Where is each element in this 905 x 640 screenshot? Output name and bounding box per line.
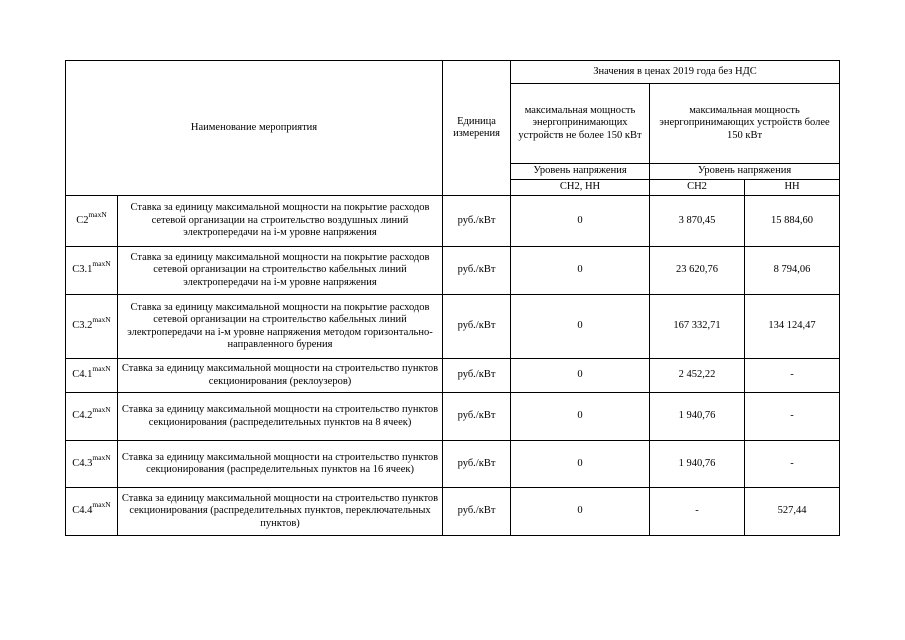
rate-code (66, 393, 118, 441)
table-row (66, 247, 840, 295)
table-row (66, 295, 840, 359)
tariff-table (65, 60, 840, 536)
rate-code-superscript: maxN (92, 405, 111, 415)
table-row (66, 359, 840, 393)
rate-code-label: С4.4 (72, 505, 93, 517)
rate-code-label: С4.3 (72, 457, 93, 469)
unit-column-header: Единица измерения (443, 61, 511, 196)
value-big-nn: - (745, 359, 840, 393)
table-row (66, 441, 840, 488)
rate-code-superscript: maxN (92, 452, 111, 462)
rate-code-superscript: maxN (92, 500, 111, 510)
level-nn-header: НН (745, 180, 840, 196)
rate-code-label: С3.1 (72, 264, 93, 276)
rate-code-label: С4.2 (72, 410, 93, 422)
values-column-header: Значения в ценах 2019 года без НДС (511, 61, 840, 84)
voltage-level-header-big: Уровень напряжения (650, 164, 840, 180)
name-column-header: Наименование мероприятия (66, 61, 443, 196)
rate-description: Ставка за единицу максимальной мощности на строительство пунктов секционирования (распределительных пунктов на 16 ячеек) (118, 441, 443, 488)
rate-code-superscript: maxN (92, 315, 111, 325)
rate-description: Ставка за единицу максимальной мощности на строительство пунктов секционирования (распределительных пунктов, переключательных пунктов) (118, 488, 443, 536)
unit-cell: руб./кВт (443, 196, 511, 247)
level-sn2-header: СН2 (650, 180, 745, 196)
value-big-nn: 8 794,06 (745, 247, 840, 295)
rate-code (66, 359, 118, 393)
value-big-nn: 15 884,60 (745, 196, 840, 247)
value-small-sn2-nn: 0 (511, 393, 650, 441)
rate-description: Ставка за единицу максимальной мощности на покрытие расходов сетевой организации на строительство воздушных линий электропередачи на i-м уровне напряжения (118, 196, 443, 247)
value-big-nn: - (745, 441, 840, 488)
voltage-level-header-small: Уровень напряжения (511, 164, 650, 180)
unit-cell: руб./кВт (443, 441, 511, 488)
value-small-sn2-nn: 0 (511, 441, 650, 488)
unit-cell: руб./кВт (443, 488, 511, 536)
value-big-nn: 527,44 (745, 488, 840, 536)
value-big-nn: 134 124,47 (745, 295, 840, 359)
rate-code-superscript: maxN (88, 209, 107, 219)
value-big-sn2: 1 940,76 (650, 393, 745, 441)
rate-code-superscript: maxN (92, 259, 111, 269)
rate-code-label: С4.1 (72, 369, 93, 381)
unit-cell: руб./кВт (443, 295, 511, 359)
value-small-sn2-nn: 0 (511, 295, 650, 359)
rate-code (66, 196, 118, 247)
unit-cell: руб./кВт (443, 247, 511, 295)
rate-code-label: С2 (76, 214, 89, 226)
unit-cell: руб./кВт (443, 359, 511, 393)
value-big-sn2: 3 870,45 (650, 196, 745, 247)
value-small-sn2-nn: 0 (511, 196, 650, 247)
rate-code (66, 247, 118, 295)
rate-description: Ставка за единицу максимальной мощности на покрытие расходов сетевой организации на строительство кабельных линий электропередачи на i-м уровне напряжения (118, 247, 443, 295)
table-row (66, 196, 840, 247)
value-small-sn2-nn: 0 (511, 359, 650, 393)
rate-code (66, 441, 118, 488)
big-power-header: максимальная мощность энергопринимающих устройств более 150 кВт (650, 84, 840, 164)
value-big-sn2: - (650, 488, 745, 536)
value-big-sn2: 2 452,22 (650, 359, 745, 393)
value-big-nn: - (745, 393, 840, 441)
rate-description: Ставка за единицу максимальной мощности на строительство пунктов секционирования (реклоузеров) (118, 359, 443, 393)
value-big-sn2: 1 940,76 (650, 441, 745, 488)
value-big-sn2: 167 332,71 (650, 295, 745, 359)
rate-description: Ставка за единицу максимальной мощности на строительство пунктов секционирования (распределительных пунктов на 8 ячеек) (118, 393, 443, 441)
table-row (66, 488, 840, 536)
rate-code (66, 295, 118, 359)
value-small-sn2-nn: 0 (511, 488, 650, 536)
value-small-sn2-nn: 0 (511, 247, 650, 295)
level-sn2-nn-header: СН2, НН (511, 180, 650, 196)
unit-cell: руб./кВт (443, 393, 511, 441)
small-power-header: максимальная мощность энергопринимающих устройств не более 150 кВт (511, 84, 650, 164)
table-body (66, 196, 840, 536)
value-big-sn2: 23 620,76 (650, 247, 745, 295)
rate-code-superscript: maxN (92, 364, 111, 374)
table-header (66, 61, 840, 196)
rate-description: Ставка за единицу максимальной мощности на покрытие расходов сетевой организации на строительство кабельных линий электропередачи на i-м уровне напряжения методом горизонтально-направленного бурения (118, 295, 443, 359)
rate-code-label: С3.2 (72, 320, 93, 332)
rate-code (66, 488, 118, 536)
table-row (66, 393, 840, 441)
